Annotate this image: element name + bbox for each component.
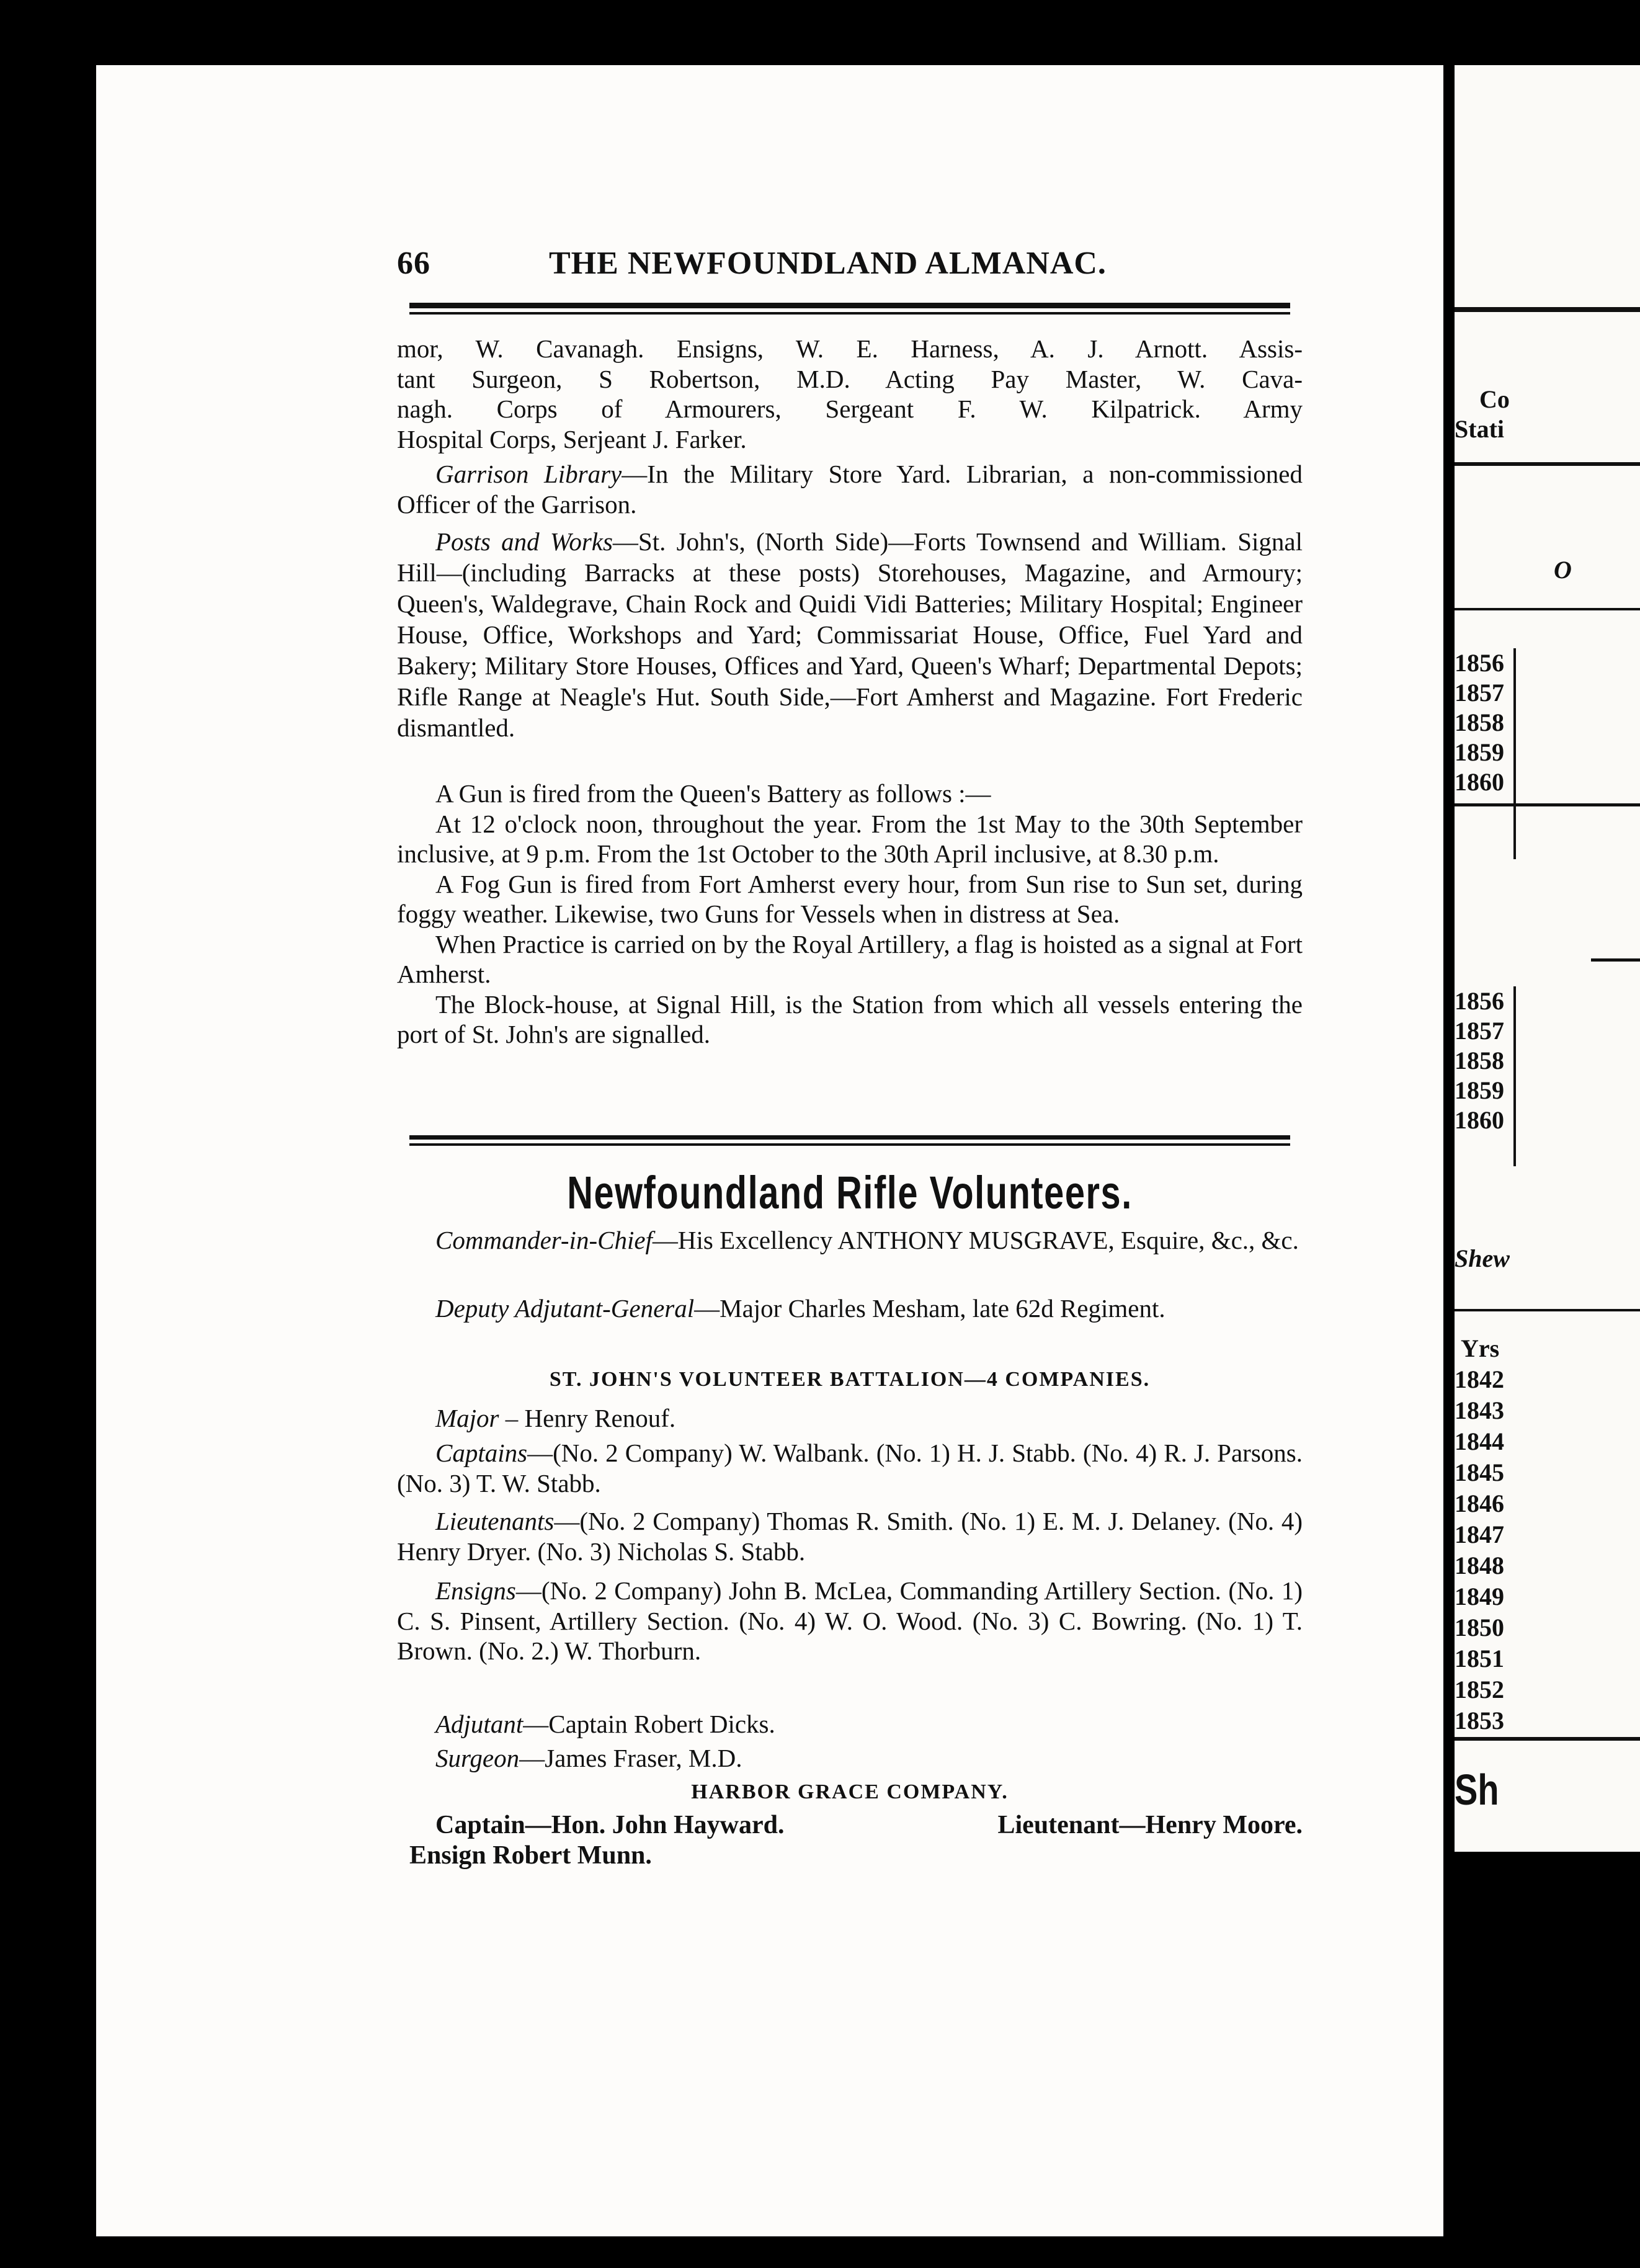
facing-rule — [1455, 803, 1640, 806]
harbor-grace-line: Ensign Robert Munn. — [409, 1841, 652, 1870]
gun-note: A Gun is fired from the Queen's Battery as follows :— — [435, 779, 991, 808]
harbor-grace-officers — [397, 1810, 1303, 1870]
text-line: mor, W. Cavanagh. Ensigns, W. E. Harness, A. J. Arnott. Assis- — [397, 334, 1303, 363]
facing-rule — [1591, 958, 1640, 962]
facing-year-list-a: 1856 1857 1858 1859 1860 — [1455, 648, 1516, 859]
harbor-grace-line: Captain—Hon. John Hayward. Lieutenant—Henry Moore. — [435, 1811, 1303, 1839]
facing-text: O — [1554, 556, 1572, 584]
posts-and-works — [397, 526, 1303, 743]
surgeon: Surgeon—James Fraser, M.D. — [435, 1744, 742, 1772]
gun-note: A Fog Gun is fired from Fort Amherst every hour, from Sun rise to Sun set, during foggy weather. Likewise, two Guns for Vessels when in distress at Sea. — [397, 869, 1303, 928]
page-number: 66 — [397, 246, 430, 281]
harbor-grace-heading: HARBOR GRACE COMPANY. — [691, 1780, 1009, 1803]
garrison-continuation — [397, 334, 1303, 454]
gun-notes — [397, 779, 1303, 1050]
commander-in-chief: Commander-in-Chief—His Excellency ANTHONY MUSGRAVE, Esquire, &c., &c. — [435, 1226, 1299, 1254]
page-gutter — [1443, 65, 1455, 2224]
facing-text: Yrs — [1461, 1334, 1500, 1362]
text-line: tant Surgeon, S Robertson, M.D. Acting Pay Master, W. Cava- — [397, 364, 1303, 393]
section-rule — [409, 1135, 1290, 1146]
text-line: Hospital Corps, Serjeant J. Farker. — [397, 424, 747, 453]
page-title: THE NEWFOUNDLAND ALMANAC. — [549, 246, 1107, 281]
facing-year-list-b: 1856 1857 1858 1859 1860 — [1455, 986, 1516, 1166]
section-title: Newfoundland Rifle Volunteers. — [567, 1167, 1133, 1218]
facing-text: Sh — [1455, 1766, 1499, 1814]
garrison-library — [397, 459, 1303, 519]
library-text: —In the Military Store Yard. Librarian, a non-commissioned Officer of the Garrison. — [397, 460, 1303, 519]
ensigns: Ensigns—(No. 2 Company) John B. McLea, Commanding Artillery Section. (No. 1) C. S. Pinsent, Artillery Section. (No. 4) W. O. Wood. (No. 3) C. Bowring. (No. 1) T. Brown. (No. 2.) W. Thorburn. — [397, 1576, 1303, 1665]
gun-note: The Block-house, at Signal Hill, is the Station from which all vessels entering the port of St. John's are signalled. — [397, 989, 1303, 1048]
text-line: nagh. Corps of Armourers, Sergeant F. W. Kilpatrick. Army — [397, 395, 1303, 423]
library-label: Garrison Library — [435, 460, 622, 488]
deputy-adjutant-general: Deputy Adjutant-General—Major Charles Mesham, late 62d Regiment. — [435, 1294, 1165, 1323]
facing-text: Shew — [1455, 1244, 1510, 1272]
header-rule — [409, 303, 1290, 315]
facing-page-fragment: Co Stati O 1856 1857 1858 1859 1860 1856 1857 1858 1859 1860 Shew Yrs 1842 1843 1844 1845 1846 1847 1848 1849 1850 1851 1852 1853 Sh — [1455, 65, 1640, 1852]
battalion-heading: ST. JOHN'S VOLUNTEER BATTALION—4 COMPANIES. — [549, 1368, 1151, 1391]
captains: Captains—(No. 2 Company) W. Walbank. (No. 1) H. J. Stabb. (No. 4) R. J. Parsons. (No. 3) T. W. Stabb. — [397, 1439, 1303, 1498]
facing-rule — [1455, 608, 1640, 610]
facing-rule — [1455, 1737, 1640, 1741]
gun-note: When Practice is carried on by the Royal Artillery, a flag is hoisted as a signal at Fort Amherst. — [397, 929, 1303, 988]
major: Major – Henry Renouf. — [435, 1404, 676, 1432]
facing-text: Stati — [1455, 415, 1504, 443]
posts-label: Posts and Works — [435, 527, 613, 556]
facing-text: Co — [1479, 385, 1510, 413]
gun-note: At 12 o'clock noon, throughout the year. From the 1st May to the 30th September inclusive, at 9 p.m. From the 1st October to the 30th April inclusive, at 8.30 p.m. — [397, 809, 1303, 868]
facing-rule — [1455, 462, 1640, 466]
adjutant: Adjutant—Captain Robert Dicks. — [435, 1710, 775, 1738]
facing-rule — [1455, 1309, 1640, 1311]
facing-rule — [1455, 307, 1640, 312]
lieutenants: Lieutenants—(No. 2 Company) Thomas R. Smith. (No. 1) E. M. J. Delaney. (No. 4) Henry Dryer. (No. 3) Nicholas S. Stabb. — [397, 1507, 1303, 1566]
posts-text: —St. John's, (North Side)—Forts Townsend and William. Signal Hill—(including Barracks at these posts) Storehouses, Magazine, and Armoury; Queen's, Waldegrave, Chain Rock and Quidi Vidi Batteries; Military Hospital; Engineer House, Office, Workshops and Yard; Commissariat House, Office, Fuel Yard and Bakery; Military Store Houses, Offices and Yard, Queen's Wharf; Departmental Depots; Rifle Range at Neagle's Hut. South Side,—Fort Amherst and Magazine. Fort Frederic dismantled. — [397, 527, 1303, 742]
